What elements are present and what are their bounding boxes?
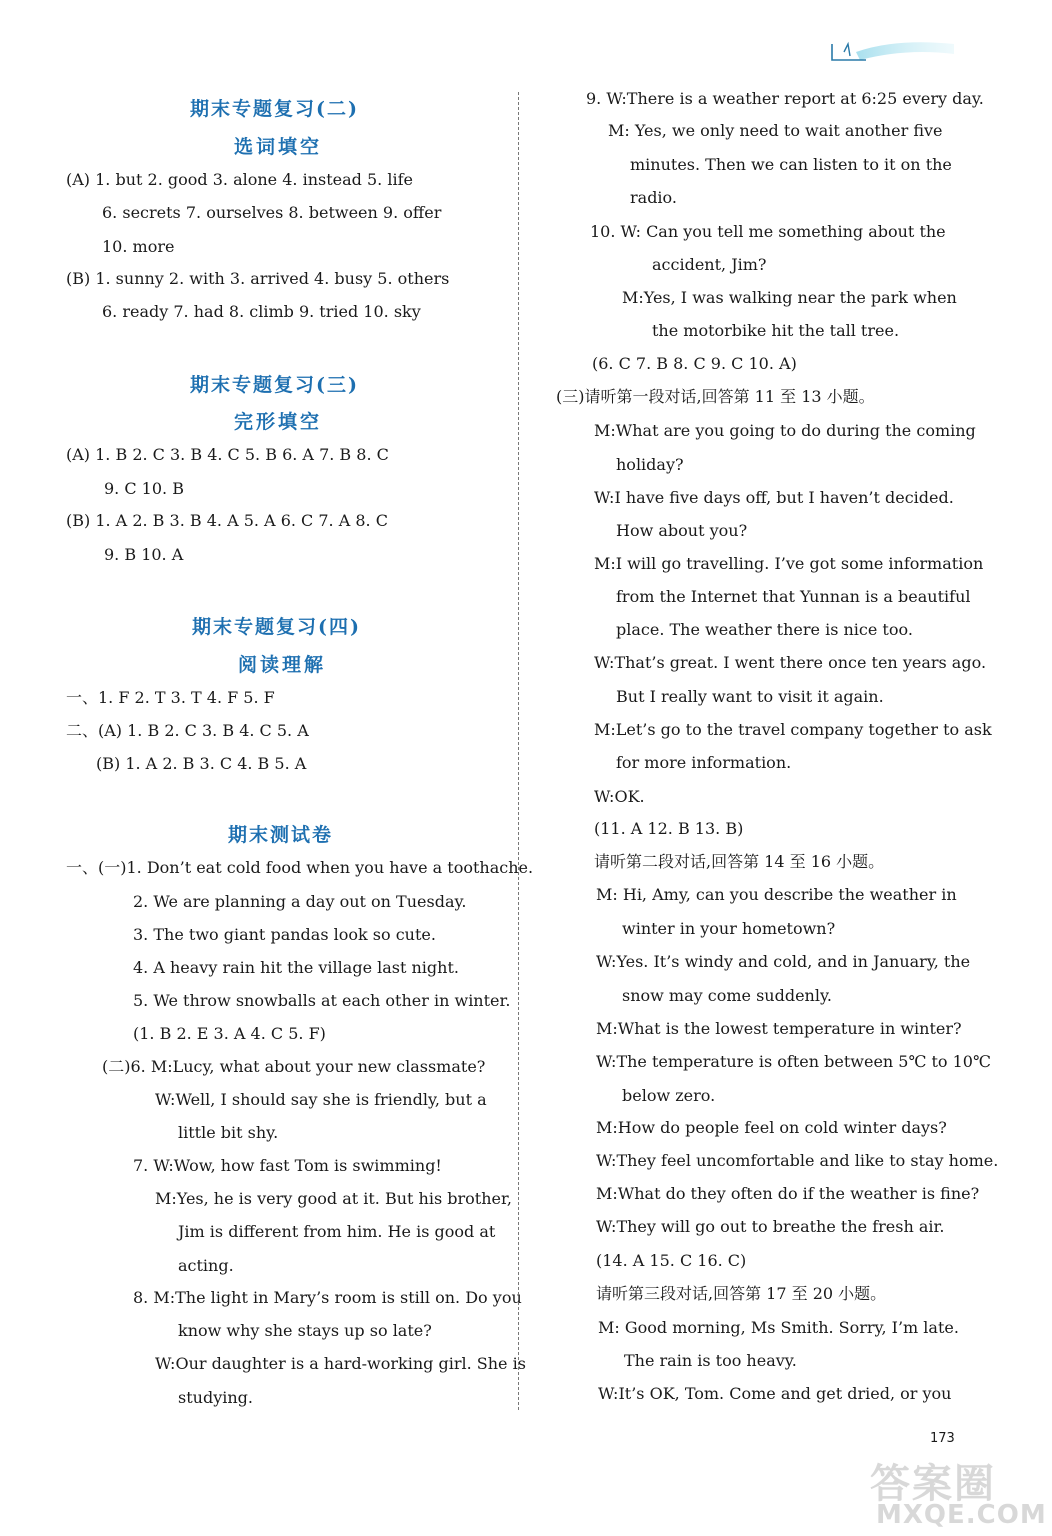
answer-line: (1. B 2. E 3. A 4. C 5. F) (133, 1024, 326, 1043)
answer-line: W:They feel uncomfortable and like to stay home. (596, 1151, 999, 1170)
answer-line: (B) 1. sunny 2. with 3. arrived 4. busy 5. others (66, 269, 450, 288)
answer-line: 4. A heavy rain hit the village last night. (133, 958, 459, 977)
answer-line: place. The weather there is nice too. (616, 620, 913, 639)
answer-line: winter in your hometown? (622, 919, 836, 938)
answer-line: W:OK. (594, 787, 645, 806)
answer-line: M:What do they often do if the weather is fine? (596, 1184, 980, 1203)
answer-line: radio. (630, 188, 677, 207)
answer-line: 9. C 10. B (104, 479, 184, 498)
answer-line: W:That’s great. I went there once ten years ago. (594, 653, 987, 672)
answer-line: How about you? (616, 521, 748, 540)
section-subheading-reading: 阅读理解 (238, 654, 327, 676)
answer-line: But I really want to visit it again. (616, 687, 884, 706)
answer-line: 7. W:Wow, how fast Tom is swimming! (133, 1156, 442, 1175)
answer-line: W:The temperature is often between 5℃ to 10℃ (596, 1052, 991, 1071)
answer-line: M:I will go travelling. I’ve got some information (594, 554, 984, 573)
answer-line: (二)6. M:Lucy, what about your new classmate? (102, 1057, 486, 1076)
answer-line: from the Internet that Yunnan is a beautiful (616, 587, 971, 606)
answer-line: 二、(A) 1. B 2. C 3. B 4. C 5. A (66, 721, 309, 740)
section-heading-final-test: 期末测试卷 (228, 824, 334, 846)
answer-line: studying. (178, 1388, 253, 1407)
answer-line: 9. W:There is a weather report at 6:25 every day. (586, 89, 984, 108)
section-heading-review-2: 期末专题复习(二) (190, 98, 359, 120)
answer-line: below zero. (622, 1086, 716, 1105)
header-decoration (826, 30, 956, 70)
answer-line: 请听第三段对话,回答第 17 至 20 小题。 (596, 1284, 887, 1303)
answer-line: W:Our daughter is a hard-working girl. She is (155, 1354, 526, 1373)
answer-line: (6. C 7. B 8. C 9. C 10. A) (592, 354, 797, 373)
answer-line: (B) 1. A 2. B 3. B 4. A 5. A 6. C 7. A 8. C (66, 511, 388, 530)
answer-line: Jim is different from him. He is good at (178, 1222, 496, 1241)
answer-line: M:Yes, I was walking near the park when (622, 288, 957, 307)
watermark-logo: 答案圈 (870, 1461, 996, 1507)
answer-line: The rain is too heavy. (624, 1351, 797, 1370)
answer-line: 5. We throw snowballs at each other in winter. (133, 991, 511, 1010)
section-subheading-word-fill: 选词填空 (234, 136, 323, 158)
answer-line: W:It’s OK, Tom. Come and get dried, or you (598, 1384, 952, 1403)
answer-line: (A) 1. but 2. good 3. alone 4. instead 5. life (66, 170, 413, 189)
answer-line: (11. A 12. B 13. B) (594, 819, 744, 838)
answer-line: acting. (178, 1256, 234, 1275)
answer-line: 8. M:The light in Mary’s room is still on. Do you (133, 1288, 522, 1307)
page-number: 173 (930, 1431, 955, 1446)
answer-line: the motorbike hit the tall tree. (652, 321, 900, 340)
answer-line: (14. A 15. C 16. C) (596, 1251, 747, 1270)
answer-line: minutes. Then we can listen to it on the (630, 155, 952, 174)
answer-line: 一、1. F 2. T 3. T 4. F 5. F (66, 688, 275, 707)
watermark-url: MXQE.COM (876, 1500, 1047, 1530)
column-divider (518, 92, 519, 1410)
answer-line: know why she stays up so late? (178, 1321, 432, 1340)
answer-line: W:They will go out to breathe the fresh air. (596, 1217, 945, 1236)
answer-line: M: Good morning, Ms Smith. Sorry, I’m late. (598, 1318, 959, 1337)
answer-line: W:I have five days off, but I haven’t decided. (594, 488, 954, 507)
answer-line: 一、(一)1. Don’t eat cold food when you have a toothache. (66, 858, 534, 877)
answer-line: M:What are you going to do during the coming (594, 421, 976, 440)
answer-line: 6. ready 7. had 8. climb 9. tried 10. sky (102, 302, 421, 321)
answer-line: 2. We are planning a day out on Tuesday. (133, 892, 467, 911)
answer-line: 请听第二段对话,回答第 14 至 16 小题。 (594, 852, 885, 871)
answer-line: M:How do people feel on cold winter days? (596, 1118, 947, 1137)
answer-line: (A) 1. B 2. C 3. B 4. C 5. B 6. A 7. B 8. C (66, 445, 389, 464)
answer-line: M:What is the lowest temperature in winter? (596, 1019, 962, 1038)
answer-line: (B) 1. A 2. B 3. C 4. B 5. A (96, 754, 307, 773)
answer-line: 10. W: Can you tell me something about the (590, 222, 946, 241)
answer-line: W:Well, I should say she is friendly, but a (155, 1090, 487, 1109)
answer-line: little bit shy. (178, 1123, 279, 1142)
answer-line: 10. more (102, 237, 175, 256)
answer-line: M: Hi, Amy, can you describe the weather in (596, 885, 957, 904)
answer-line: 6. secrets 7. ourselves 8. between 9. offer (102, 203, 442, 222)
answer-line: snow may come suddenly. (622, 986, 832, 1005)
answer-line: for more information. (616, 753, 792, 772)
answer-line: M:Yes, he is very good at it. But his brother, (155, 1189, 512, 1208)
answer-line: holiday? (616, 455, 684, 474)
answer-line: M: Yes, we only need to wait another five (608, 121, 943, 140)
section-heading-review-4: 期末专题复习(四) (192, 616, 361, 638)
answer-line: 3. The two giant pandas look so cute. (133, 925, 436, 944)
section-subheading-cloze: 完形填空 (234, 411, 323, 433)
answer-line: (三)请听第一段对话,回答第 11 至 13 小题。 (556, 387, 875, 406)
answer-line: accident, Jim? (652, 255, 767, 274)
section-heading-review-3: 期末专题复习(三) (190, 374, 359, 396)
answer-line: M:Let’s go to the travel company together to ask (594, 720, 992, 739)
answer-line: W:Yes. It’s windy and cold, and in January, the (596, 952, 971, 971)
answer-line: 9. B 10. A (104, 545, 184, 564)
